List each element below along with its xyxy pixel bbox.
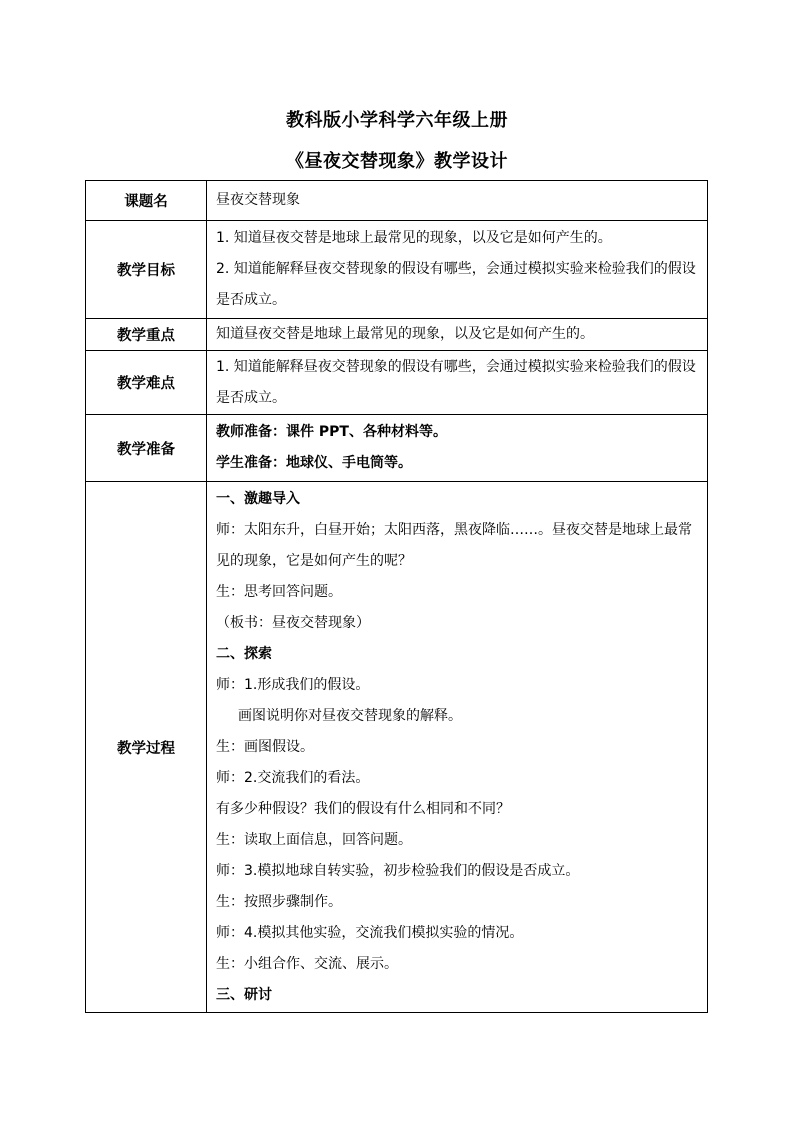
table-row-goals <box>86 221 708 319</box>
process-step-2-question: 有多少种假设？我们的假设有什么相同和不同？ <box>216 801 510 817</box>
document-subtitle: 《昼夜交替现象》教学设计 <box>286 151 508 172</box>
student-preparation: 学生准备：地球仪、手电筒等。 <box>216 455 412 471</box>
topic-label: 课题名 <box>86 181 207 221</box>
difficulties-label: 教学难点 <box>86 351 207 415</box>
topic-value: 昼夜交替现象 <box>216 192 300 208</box>
process-step-2: 师：2.交流我们的看法。 <box>216 770 370 786</box>
key-points-value: 知道昼夜交替是地球上最常见的现象，以及它是如何产生的。 <box>216 326 594 342</box>
table-row-difficulties <box>86 351 708 415</box>
preparation-cell <box>207 415 708 482</box>
table-row-preparation <box>86 415 708 482</box>
difficulties-value: 1. 知道能解释昼夜交替现象的假设有哪些，会通过模拟实验来检验我们的假设是否成立。 <box>216 358 696 406</box>
process-student-read: 生：读取上面信息，回答问题。 <box>216 832 412 848</box>
process-step-3: 师：3.模拟地球自转实验，初步检验我们的假设是否成立。 <box>216 863 580 879</box>
goal-item-1: 1. 知道昼夜交替是地球上最常见的现象，以及它是如何产生的。 <box>216 230 612 246</box>
section-heading-discuss: 三、研讨 <box>216 987 272 1003</box>
key-points-label: 教学重点 <box>86 319 207 351</box>
process-step-4: 师：4.模拟其他实验，交流我们模拟实验的情况。 <box>216 925 524 941</box>
process-board-note: （板书：昼夜交替现象） <box>216 615 370 631</box>
topic-value-cell <box>207 181 708 221</box>
process-cell <box>207 482 708 1013</box>
goal-item-2: 2. 知道能解释昼夜交替现象的假设有哪些，会通过模拟实验来检验我们的假设是否成立。 <box>216 261 696 308</box>
process-teacher-intro: 师：太阳东升，白昼开始；太阳西落，黑夜降临……。昼夜交替是地球上最常见的现象，它是如何产生的呢？ <box>216 522 692 569</box>
process-label: 教学过程 <box>86 482 207 1013</box>
teacher-preparation: 教师准备：课件 PPT、各种材料等。 <box>216 424 447 440</box>
section-heading-explore: 二、探索 <box>216 646 272 662</box>
difficulties-cell <box>207 351 708 415</box>
process-step-1-detail: 画图说明你对昼夜交替现象的解释。 <box>238 708 462 724</box>
lesson-plan-table <box>85 180 708 1013</box>
document-title: 教科版小学科学六年级上册 <box>286 110 508 131</box>
process-step-1: 师：1.形成我们的假设。 <box>216 677 370 693</box>
goals-label: 教学目标 <box>86 221 207 319</box>
table-row-key-points <box>86 319 708 351</box>
key-points-cell <box>207 319 708 351</box>
preparation-label: 教学准备 <box>86 415 207 482</box>
section-heading-intro: 一、激趣导入 <box>216 491 300 507</box>
process-student-draw: 生：画图假设。 <box>216 739 314 755</box>
process-student-think: 生：思考回答问题。 <box>216 584 342 600</box>
goals-cell <box>207 221 708 319</box>
process-student-group: 生：小组合作、交流、展示。 <box>216 956 398 972</box>
table-row-topic <box>86 181 708 221</box>
table-row-process <box>86 482 708 1013</box>
process-student-make: 生：按照步骤制作。 <box>216 894 342 910</box>
